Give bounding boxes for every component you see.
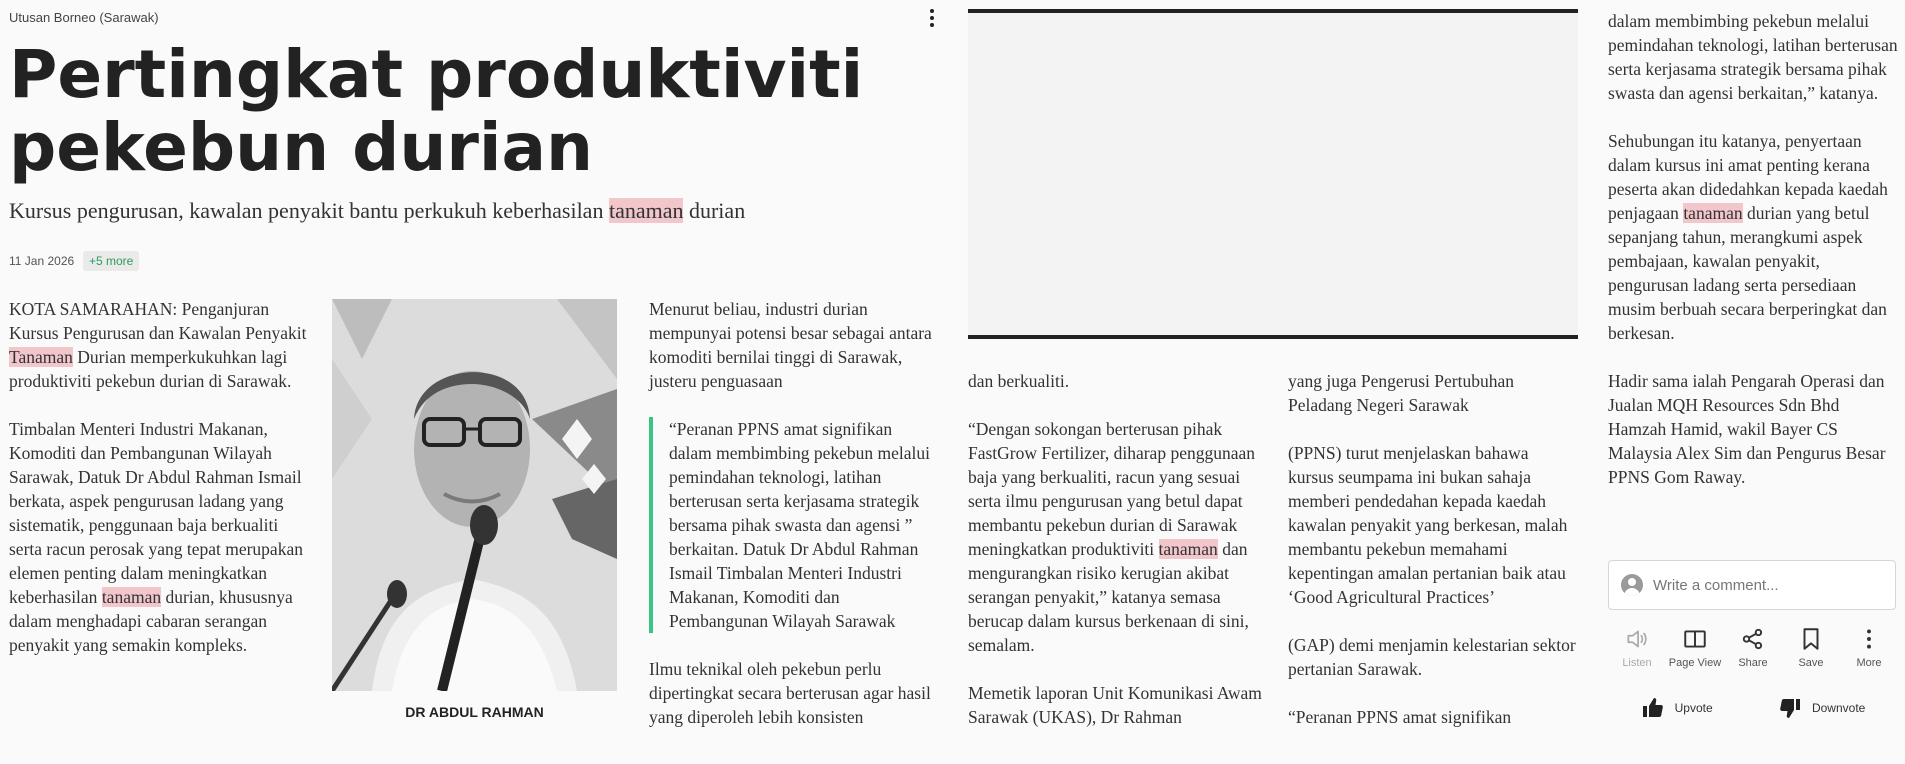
publish-date: 11 Jan 2026: [9, 254, 75, 268]
publication-source: Utusan Borneo (Sarawak): [9, 10, 159, 25]
paragraph: “Dengan sokongan berterusan pihak FastGrow Fertilizer, diharap penggunaan baja yang berkualiti, racun yang sesuai serta ilmu pengurusan yang betul dapat membantu pekebun durian di Sarawak meningkatkan produktiviti tanaman dan mengurangkan risiko kerugian akibat serangan penyakit,” katanya semasa berucap dalam kursus berkenaan di sini, semalam.: [968, 419, 1255, 655]
portrait-illustration: [332, 299, 617, 691]
upvote-label: Upvote: [1674, 701, 1713, 715]
more-vertical-icon: [1856, 626, 1882, 652]
save-label: Save: [1798, 657, 1824, 669]
paragraph: “Peranan PPNS amat signifikan: [1288, 707, 1512, 727]
overflow-menu-icon[interactable]: [922, 6, 942, 30]
article-column-1: [9, 297, 309, 681]
paragraph: yang juga Pengerusi Pertubuhan Peladang Negeri Sarawak: [1288, 371, 1514, 415]
paragraph: Ilmu teknikal oleh pekebun perlu dipertingkat secara berterusan agar hasil yang diperoleh lebih konsisten: [649, 659, 931, 727]
search-highlight: tanaman: [1683, 203, 1743, 223]
paragraph: dan berkualiti.: [968, 371, 1070, 391]
share-icon: [1740, 626, 1766, 652]
article-title: Pertingkat produktiviti pekebun durian: [9, 36, 864, 186]
vote-row: [1608, 696, 1898, 720]
comment-placeholder: Write a comment...: [1653, 576, 1779, 594]
more-tags-button[interactable]: +5 more: [83, 251, 139, 271]
article-image: [968, 9, 1578, 339]
share-label: Share: [1738, 657, 1768, 669]
search-highlight: tanaman: [608, 198, 684, 223]
page-view-button[interactable]: [1666, 626, 1724, 669]
paragraph: Hadir sama ialah Pengarah Operasi dan Jualan MQH Resources Sdn Bhd Hamzah Hamid, wakil Bayer CS Malaysia Alex Sim dan Pengurus Besar PPNS Gom Raway.: [1608, 371, 1886, 487]
search-highlight: tanaman: [101, 587, 162, 607]
thumbs-down-icon: [1778, 696, 1802, 720]
more-label: More: [1856, 657, 1882, 669]
bookmark-icon: [1798, 626, 1824, 652]
thumbs-up-icon: [1641, 696, 1665, 720]
paragraph: (PPNS) turut menjelaskan bahawa kursus seumpama ini bukan sahaja memberi pendedahan kepada kaedah kawalan penyakit yang berkesan, malah membantu pekebun memahami kepentingan amalan pertanian baik atau ‘Good Agricultural Practices’: [1288, 443, 1568, 607]
downvote-label: Downvote: [1811, 701, 1866, 715]
upvote-button[interactable]: [1641, 696, 1713, 720]
downvote-button[interactable]: [1778, 696, 1865, 720]
page-view-label: Page View: [1668, 657, 1722, 669]
article-toolbar: [1608, 626, 1898, 669]
listen-label: Listen: [1622, 657, 1652, 669]
share-button[interactable]: [1724, 626, 1782, 669]
article-photo: [332, 299, 617, 691]
paragraph: KOTA SAMARAHAN: Penganjuran Kursus Pengurusan dan Kawalan Penyakit Tanaman Durian memperkukuhkan lagi produktiviti pekebun durian di Sarawak.: [9, 299, 307, 391]
article-column-6: [1608, 9, 1898, 513]
speaker-icon: [1624, 626, 1650, 652]
article-column-4: [968, 369, 1263, 753]
article-column-3: [649, 297, 939, 753]
more-button[interactable]: [1840, 626, 1898, 669]
user-avatar-icon: [1621, 574, 1643, 596]
paragraph: Menurut beliau, industri durian mempunyai potensi besar sebagai antara komoditi bernilai tinggi di Sarawak, justeru penguasaan: [649, 299, 932, 391]
paragraph: Sehubungan itu katanya, penyertaan dalam kursus ini amat penting kerana peserta akan didedahkan kepada kaedah penjagaan tanaman durian yang betul sepanjang tahun, merangkumi aspek pembajaan, kawalan penyakit, pengurusan ladang serta persediaan musim berbuah secara berperingkat dan berkesan.: [1608, 131, 1888, 343]
pull-quote: “Peranan PPNS amat signifikan dalam membimbing pekebun melalui pemindahan teknologi, latihan berterusan serta kerjasama strategik bersama pihak swasta dan agensi ” berkaitan. Datuk Dr Abdul Rahman Ismail Timbalan Menteri Industri Makanan, Komoditi dan Pembangunan Wilayah Sarawak: [649, 417, 939, 633]
paragraph: (GAP) demi menjamin kelestarian sektor pertanian Sarawak.: [1288, 635, 1576, 679]
paragraph: Timbalan Menteri Industri Makanan, Komoditi dan Pembangunan Wilayah Sarawak, Datuk Dr Abdul Rahman Ismail berkata, aspek pengurusan ladang yang sistematik, penggunaan baja berkualiti serta racun perosak yang tepat merupakan elemen penting dalam meningkatkan keberhasilan tanaman durian, khususnya dalam menghadapi cabaran serangan penyakit yang semakin kompleks.: [9, 419, 303, 655]
photo-caption: DR ABDUL RAHMAN: [405, 704, 544, 720]
book-open-icon: [1682, 626, 1708, 652]
paragraph: dalam membimbing pekebun melalui pemindahan teknologi, latihan berterusan serta kerjasama strategik bersama pihak swasta dan agensi berkaitan,” katanya.: [1608, 11, 1898, 103]
article-column-5: [1288, 369, 1578, 753]
article-subtitle: Kursus pengurusan, kawalan penyakit bantu perkukuh keberhasilan tanaman durian: [9, 198, 746, 223]
save-button[interactable]: [1782, 626, 1840, 669]
search-highlight: tanaman: [1158, 539, 1218, 559]
comment-input[interactable]: [1608, 560, 1896, 610]
search-highlight: Tanaman: [9, 347, 73, 367]
paragraph: Memetik laporan Unit Komunikasi Awam Sarawak (UKAS), Dr Rahman: [968, 683, 1262, 727]
listen-button[interactable]: [1608, 626, 1666, 669]
